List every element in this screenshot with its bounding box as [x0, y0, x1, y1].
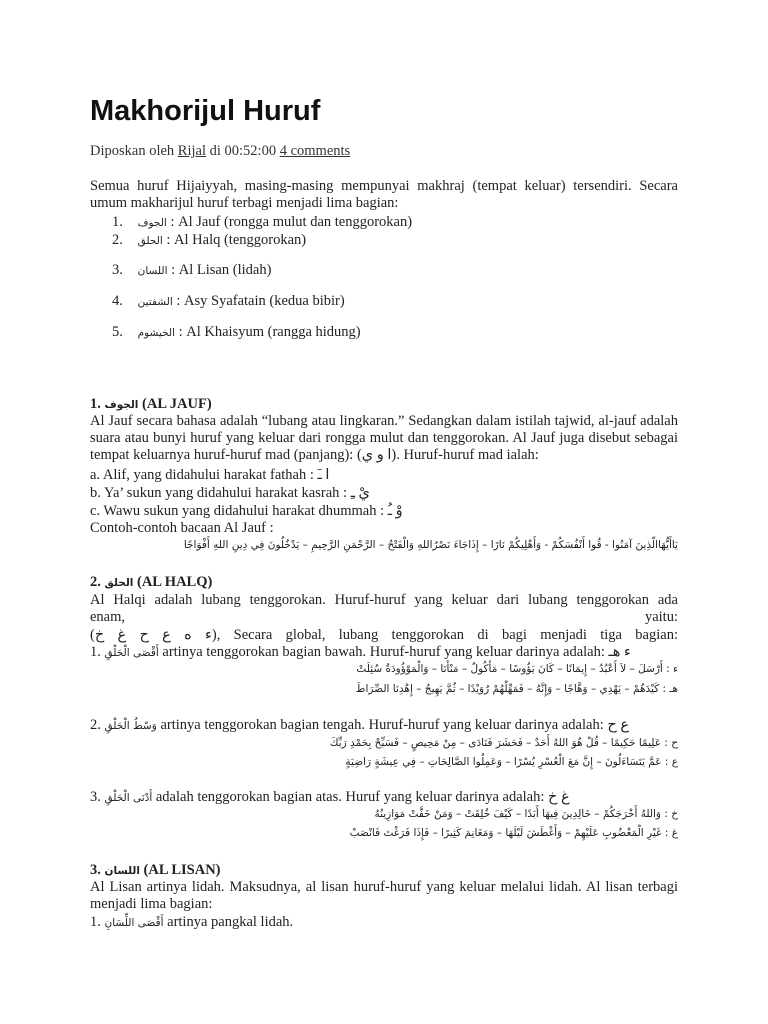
- heading-number: 3.: [90, 862, 101, 878]
- list-item: [112, 262, 271, 280]
- list-item: [112, 293, 345, 311]
- jauf-paragraph: Al Jauf secara bahasa adalah “lubang atau lingkaran.” Sedangkan dalam istilah tajwid, al-jauf adalah suara atau bunyi huruf yang keluar dari rongga mulut dan tenggorokan. Al Jauf juga disebut sebagai tempat keluarnya huruf-huruf mad (panjang): (ا و ي). Huruf-huruf mad ialah:: [90, 413, 678, 463]
- part-arabic: أَقْصَى اللِّسَانِ: [104, 917, 164, 929]
- list-item-arabic: الخيشوم: [137, 327, 175, 339]
- section-heading-halq: [90, 574, 212, 592]
- list-item-text: : Asy Syafatain (kedua bibir): [176, 293, 345, 309]
- heading-label: (AL JAUF): [142, 396, 212, 412]
- halq-paragraph-line: Al Halqi adalah lubang tenggorokan. Huruf-huruf yang keluar dari lubang tenggorokan ada: [90, 592, 678, 608]
- part-arabic: أَقْصَى الْحَلْقِ: [104, 647, 159, 659]
- page-title: Makhorijul Huruf: [90, 95, 321, 127]
- heading-arabic: الجوف: [104, 399, 139, 411]
- post-time[interactable]: 00:52:00: [224, 143, 277, 159]
- halq-paragraph-yaitu: yaitu:: [644, 609, 678, 625]
- jauf-examples-label: Contoh-contoh bacaan Al Jauf :: [90, 520, 274, 536]
- heading-number: 2.: [90, 574, 101, 590]
- heading-label: (AL LISAN): [143, 862, 221, 878]
- list-item-text: : Al Halq (tenggorokan): [166, 232, 307, 248]
- section-heading-jauf: [90, 396, 212, 414]
- part-arabic: أَدْنَى الْحَلْقِ: [104, 792, 153, 804]
- jauf-examples-arabic: يَاأَيُّهَاالَّذِينَ آمَنُوا - قُوا أَنْفُسَكُمْ - وَأَهْلِيكُمْ نَارًا – إِذَاجَاءَ نَصْرُاللهِ وَالْفَتْحُ – الرَّحْمَنِ الرَّحِيمِ – يَدْخُلُونَ فِي دِينِ اللهِ أَفْوَاجًا: [183, 539, 678, 551]
- list-item: [112, 214, 412, 232]
- part-text: adalah tenggorokan bagian atas. Huruf yang keluar darinya adalah: غ خ: [155, 789, 570, 805]
- list-item-arabic: اللسان: [137, 265, 168, 277]
- list-item-number: 3.: [112, 262, 123, 278]
- list-item-number: 2.: [112, 232, 123, 248]
- list-item-text: : Al Jauf (rongga mulut dan tenggorokan): [170, 214, 413, 230]
- comments-link[interactable]: 4 comments: [279, 143, 351, 159]
- heading-label: (AL HALQ): [137, 574, 213, 590]
- list-item-arabic: الجوف: [137, 217, 167, 229]
- part-number: 1.: [90, 644, 101, 660]
- lisan-paragraph: Al Lisan artinya lidah. Maksudnya, al lisan huruf-huruf yang keluar melalui lidah. Al lisan terbagi menjadi lima bagian:: [90, 879, 678, 912]
- jauf-item-c: c. Wawu sukun yang didahului harakat dhummah : وْ ـُ: [90, 503, 403, 519]
- list-item-number: 5.: [112, 324, 123, 340]
- list-item-number: 4.: [112, 293, 123, 309]
- halq-paragraph-line: (ء ه ع ح غ خ), Secara global, lubang tenggorokan di bagi menjadi tiga bagian:: [90, 627, 678, 643]
- halq-part-1-example: ء : أَرْسَلَ – لاَ أَعْبُدُ – إِيمَانًا – كَانَ يَؤُوسًا – مَأْكُولٌ – مَنْأَنَا – وَالْمَوْؤُودَةُ سُئِلَتْ: [356, 663, 678, 675]
- halq-part-2-example: ع : عَمَّ يَتَسَاءَلُونَ – إِنَّ مَعَ الْعُسْرِ يُسْرًا – وَعَمِلُوا الصَّالِحَاتِ – فِي عِيشَةٍ رَاضِيَةٍ: [345, 756, 678, 768]
- posted-by-label: Diposkan oleh: [90, 143, 175, 159]
- author-link[interactable]: Rijal: [177, 143, 206, 159]
- heading-arabic: اللسان: [104, 865, 140, 877]
- list-item: [112, 232, 306, 250]
- part-number: 1.: [90, 914, 101, 930]
- heading-number: 1.: [90, 396, 101, 412]
- list-item-arabic: الشفتين: [137, 296, 173, 308]
- jauf-item-b: b. Ya’ sukun yang didahului harakat kasrah : يْ ـِ: [90, 485, 370, 501]
- list-item-text: : Al Khaisyum (rangga hidung): [178, 324, 361, 340]
- heading-arabic: الحلق: [104, 577, 134, 589]
- jauf-item-a: a. Alif, yang didahului harakat fathah : ا ـَ: [90, 467, 330, 483]
- halq-paragraph-enam: enam,: [90, 609, 126, 625]
- part-arabic: وَسْطُ الْحَلْقِ: [104, 720, 157, 732]
- list-item-number: 1.: [112, 214, 123, 230]
- part-text: artinya pangkal lidah.: [167, 914, 294, 930]
- list-item-arabic: الحلق: [137, 235, 163, 247]
- list-item-text: : Al Lisan (lidah): [171, 262, 272, 278]
- part-number: 2.: [90, 717, 101, 733]
- time-prefix: di: [209, 143, 221, 159]
- section-heading-lisan: [90, 862, 221, 880]
- lisan-part-1: [90, 914, 293, 932]
- part-text: artinya tenggorokan bagian bawah. Huruf-huruf yang keluar darinya adalah: ء هـ: [162, 644, 631, 660]
- halq-part-3-example: غ : غَيْرِ الْمَغْضُوبِ عَلَيْهِمْ – وَأَغْطَشَ لَيْلَهَا – وَمَغَانِمَ كَثِيرًا – فَإِذَا فَرَغْتَ فَانْصَبْ: [349, 827, 678, 839]
- halq-part-2: [90, 717, 629, 735]
- halq-part-2-example: ح : عَلِيمًا حَكِيمًا – قُلْ هُوَ اللهُ أَحَدٌ – فَحَشَرَ فَنَادَى – مِنْ مَحِيصٍ – فَسَبِّحْ بِحَمْدِ رَبِّكَ: [329, 737, 678, 749]
- halq-part-3-example: خ : وَاللهُ أَخْرَجَكُمْ – خَالِدِينَ فِيهَا أَبَدًا – كَيْفَ خُلِقَتْ – وَمَنْ خَفَّتْ مَوَازِينُهُ: [374, 808, 678, 820]
- halq-part-1-example: هـ : كَيْدَهُمْ – يَهْدِي – وَهَّاجًا – وَإِنَّهُ – فَمَهِّلْهُمْ رُوَيْدًا – ثُمَّ يَهِيجُ – إِهْدِنَا الصِّرَاطَ: [355, 683, 678, 695]
- intro-paragraph: Semua huruf Hijaiyyah, masing-masing mempunyai makhraj (tempat keluar) tersendiri. Secara umum makharijul huruf terbagi menjadi lima bagian:: [90, 178, 678, 211]
- post-meta: [90, 143, 350, 160]
- list-item: [112, 324, 361, 342]
- part-text: artinya tenggorokan bagian tengah. Huruf-huruf yang keluar darinya adalah: ع ح: [160, 717, 629, 733]
- part-number: 3.: [90, 789, 101, 805]
